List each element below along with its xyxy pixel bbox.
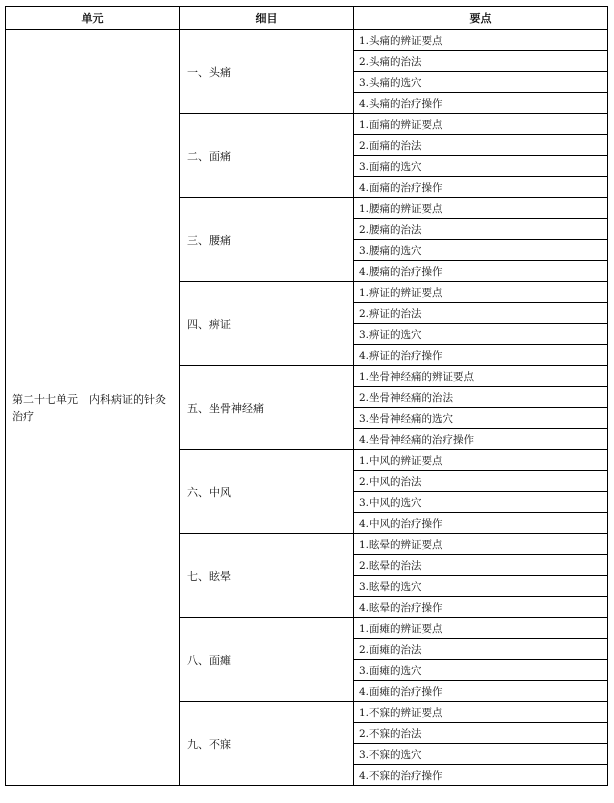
point-cell: 4.腰痛的治疗操作 <box>354 261 608 282</box>
point-cell: 1.痹证的辨证要点 <box>354 282 608 303</box>
header-points: 要点 <box>354 7 608 30</box>
point-cell: 3.腰痛的选穴 <box>354 240 608 261</box>
point-cell: 3.坐骨神经痛的选穴 <box>354 408 608 429</box>
topic-cell: 七、眩晕 <box>180 534 354 618</box>
topic-cell: 三、腰痛 <box>180 198 354 282</box>
point-cell: 4.痹证的治疗操作 <box>354 345 608 366</box>
table-body <box>6 30 608 786</box>
point-cell: 3.头痛的选穴 <box>354 72 608 93</box>
topic-cell: 一、头痛 <box>180 30 354 114</box>
point-cell: 2.中风的治法 <box>354 471 608 492</box>
point-cell: 1.面瘫的辨证要点 <box>354 618 608 639</box>
syllabus-table <box>5 6 608 786</box>
point-cell: 2.面瘫的治法 <box>354 639 608 660</box>
point-cell: 1.面痛的辨证要点 <box>354 114 608 135</box>
header-topic: 细目 <box>180 7 354 30</box>
point-cell: 2.眩晕的治法 <box>354 555 608 576</box>
point-cell: 3.面瘫的选穴 <box>354 660 608 681</box>
point-cell: 3.中风的选穴 <box>354 492 608 513</box>
point-cell: 1.坐骨神经痛的辨证要点 <box>354 366 608 387</box>
table-row <box>6 30 608 51</box>
point-cell: 1.腰痛的辨证要点 <box>354 198 608 219</box>
point-cell: 4.不寐的治疗操作 <box>354 765 608 786</box>
topic-cell: 八、面瘫 <box>180 618 354 702</box>
point-cell: 4.面瘫的治疗操作 <box>354 681 608 702</box>
point-cell: 4.坐骨神经痛的治疗操作 <box>354 429 608 450</box>
topic-cell: 九、不寐 <box>180 702 354 786</box>
point-cell: 4.面痛的治疗操作 <box>354 177 608 198</box>
point-cell: 3.面痛的选穴 <box>354 156 608 177</box>
header-row <box>6 7 608 30</box>
point-cell: 2.面痛的治法 <box>354 135 608 156</box>
point-cell: 2.痹证的治法 <box>354 303 608 324</box>
point-cell: 1.头痛的辨证要点 <box>354 30 608 51</box>
point-cell: 3.不寐的选穴 <box>354 744 608 765</box>
point-cell: 3.痹证的选穴 <box>354 324 608 345</box>
point-cell: 3.眩晕的选穴 <box>354 576 608 597</box>
point-cell: 4.中风的治疗操作 <box>354 513 608 534</box>
topic-cell: 四、痹证 <box>180 282 354 366</box>
point-cell: 1.不寐的辨证要点 <box>354 702 608 723</box>
point-cell: 2.坐骨神经痛的治法 <box>354 387 608 408</box>
point-cell: 2.不寐的治法 <box>354 723 608 744</box>
topic-cell: 五、坐骨神经痛 <box>180 366 354 450</box>
header-unit: 单元 <box>6 7 180 30</box>
point-cell: 2.腰痛的治法 <box>354 219 608 240</box>
point-cell: 4.头痛的治疗操作 <box>354 93 608 114</box>
point-cell: 4.眩晕的治疗操作 <box>354 597 608 618</box>
topic-cell: 二、面痛 <box>180 114 354 198</box>
unit-cell: 第二十七单元 内科病证的针灸治疗 <box>6 30 180 786</box>
point-cell: 1.眩晕的辨证要点 <box>354 534 608 555</box>
topic-cell: 六、中风 <box>180 450 354 534</box>
point-cell: 2.头痛的治法 <box>354 51 608 72</box>
point-cell: 1.中风的辨证要点 <box>354 450 608 471</box>
